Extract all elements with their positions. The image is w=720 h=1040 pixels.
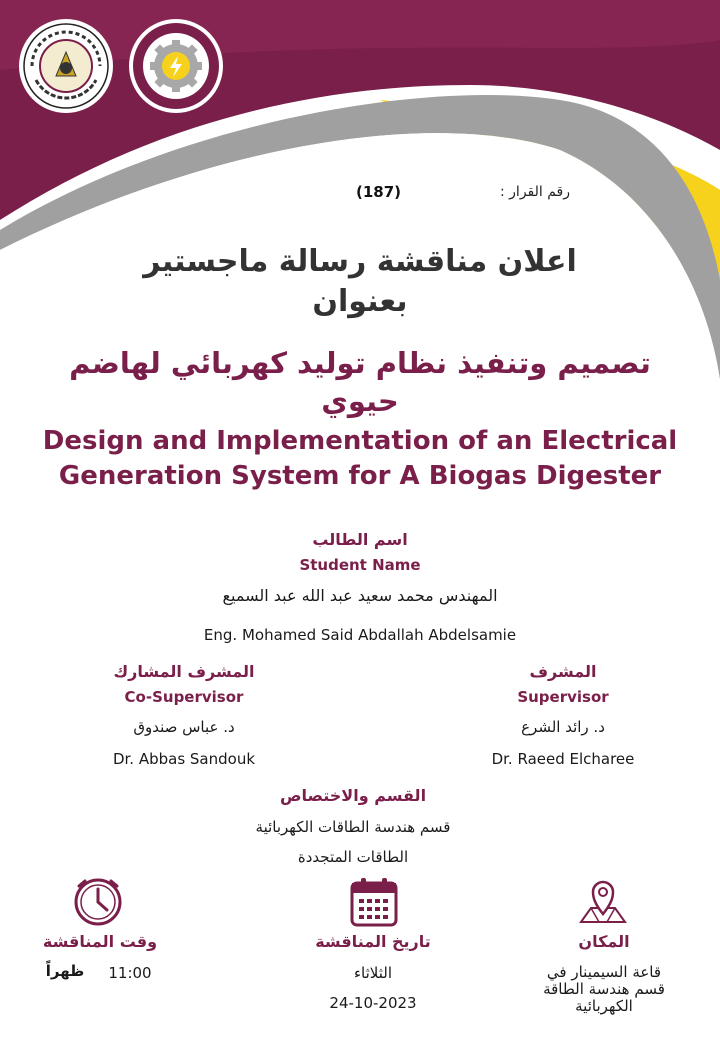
announcement-subheading: بعنوان <box>312 284 408 319</box>
supervisor-label-arabic: المشرف <box>529 662 597 681</box>
thesis-title-english <box>30 424 690 494</box>
announcement-heading: اعلان مناقشة رسالة ماجستير <box>143 244 577 279</box>
co-supervisor-name-english: Dr. Abbas Sandouk <box>112 750 256 768</box>
time-period: ظهراً <box>45 962 85 980</box>
place-line2: قسم هندسة الطاقة <box>543 980 665 998</box>
thesis-title-english-line2: Generation System for A Biogas Digester <box>58 461 662 491</box>
time-label: وقت المناقشة <box>42 932 158 951</box>
thesis-title-english-line1: Design and Implementation of an Electrical <box>42 426 678 456</box>
calendar-icon <box>349 876 399 928</box>
student-label-english: Student Name <box>299 556 421 574</box>
faculty-logo <box>128 18 224 114</box>
co-supervisor-name-arabic: د. عباس صندوق <box>133 718 235 736</box>
date-day: الثلاثاء <box>353 964 392 982</box>
map-pin-icon <box>577 876 629 928</box>
thesis-title-arabic-line2: حيوي <box>321 384 399 418</box>
thesis-title-arabic-line1: تصميم وتنفيذ نظام توليد كهربائي لهاضم <box>69 346 651 380</box>
decision-label: رقم القرار : <box>500 184 570 200</box>
thesis-title-arabic <box>60 344 660 420</box>
clock-icon <box>73 877 123 927</box>
student-name-arabic: المهندس محمد سعيد عبد الله عبد السميع <box>222 586 498 605</box>
time-value: 11:00 <box>108 964 152 982</box>
student-name-english: Eng. Mohamed Said Abdallah Abdelsamie <box>203 626 517 644</box>
supervisor-name-arabic: د. رائد الشرع <box>521 718 605 736</box>
department-name: قسم هندسة الطاقات الكهربائية <box>255 818 451 836</box>
department-specialty: الطاقات المتجددة <box>297 848 409 866</box>
supervisor-name-english: Dr. Raeed Elcharee <box>491 750 635 768</box>
university-logo <box>18 18 114 114</box>
place-label: المكان <box>578 932 630 951</box>
place-value <box>504 964 704 1015</box>
student-label-arabic: اسم الطالب <box>312 530 408 549</box>
date-label: تاريخ المناقشة <box>315 932 431 951</box>
date-value: 24-10-2023 <box>329 994 417 1012</box>
decision-number: (187) <box>356 183 402 201</box>
place-line1: قاعة السيمينار في <box>546 963 662 981</box>
place-line3: الكهربائية <box>575 997 633 1015</box>
department-label: القسم والاختصاص <box>279 786 427 805</box>
co-supervisor-label-arabic: المشرف المشارك <box>113 662 255 681</box>
co-supervisor-label-english: Co-Supervisor <box>124 688 244 706</box>
supervisor-label-english: Supervisor <box>517 688 609 706</box>
